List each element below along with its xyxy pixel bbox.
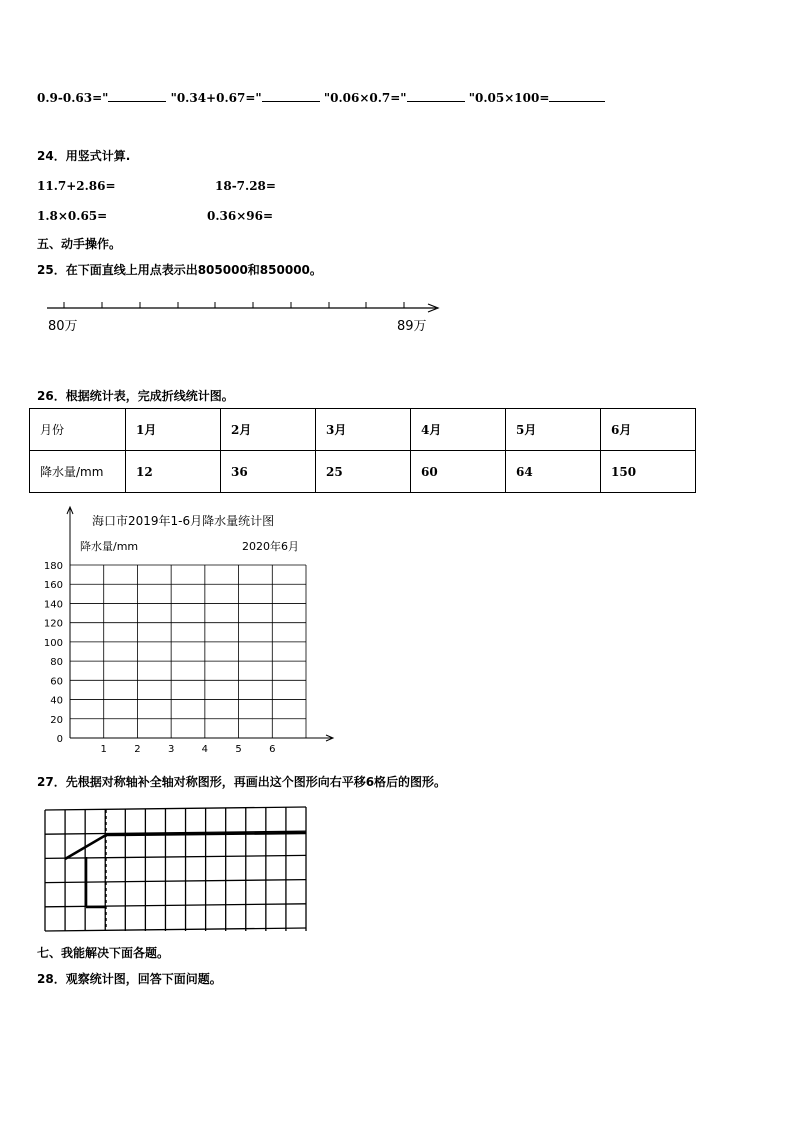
x-tick-label: 3 (167, 744, 175, 755)
q24-problem-3: 1.8×0.65= (37, 209, 108, 223)
x-tick-label: 6 (269, 744, 276, 755)
table-month-4: 4月 (411, 409, 506, 451)
y-tick-label: 180 (43, 561, 63, 572)
q24-problem-2: 18-7.28= (215, 179, 276, 193)
y-tick-label: 0 (56, 734, 63, 745)
sym-grid-line-h (45, 928, 306, 931)
table-value-6: 150 (601, 451, 696, 493)
table-header-month: 月份 (30, 409, 126, 451)
q25-title: 25．在下面直线上用点表示出805000和850000。 (37, 263, 322, 277)
section-7-title: 七、我能解决下面各题。 (37, 946, 170, 960)
y-tick-label: 40 (50, 695, 63, 707)
chart-date-note: 2020年6月 (242, 540, 299, 553)
x-tick-label: 5 (235, 744, 242, 755)
sym-grid-line-h (45, 807, 306, 810)
table-value-5: 64 (506, 451, 601, 493)
table-month-6: 6月 (601, 409, 696, 451)
y-tick-label: 140 (43, 599, 63, 611)
q28-title: 28．观察统计图，回答下面问题。 (37, 972, 222, 986)
table-value-2: 36 (221, 451, 316, 493)
x-tick-label: 2 (134, 744, 141, 755)
y-tick-label: 80 (50, 657, 63, 669)
q25-start-label: 80万 (48, 319, 78, 334)
table-month-1: 1月 (126, 409, 221, 451)
sym-grid-line-h (45, 855, 306, 858)
x-tick-label: 4 (201, 744, 209, 755)
section-5-title: 五、动手操作。 (37, 237, 122, 251)
q26-title: 26．根据统计表，完成折线统计图。 (37, 389, 234, 403)
q24-problem-1: 11.7+2.86= (37, 179, 116, 193)
table-value-3: 25 (316, 451, 411, 493)
table-month-2: 2月 (221, 409, 316, 451)
table-value-4: 60 (411, 451, 506, 493)
sym-grid-line-h (45, 880, 306, 883)
q23-expr-1: 0.9-0.63=" (37, 91, 109, 105)
q23-expr-4: "0.05×100= (468, 91, 550, 105)
y-tick-label: 160 (43, 580, 63, 592)
chart-title: 海口市2019年1-6月降水量统计图 (92, 514, 275, 528)
sym-grid-line-h (45, 904, 306, 907)
chart-ylabel: 降水量/mm (80, 540, 139, 553)
table-header-rainfall: 降水量/mm (30, 451, 126, 493)
q25-end-label: 89万 (397, 319, 427, 334)
table-value-1: 12 (126, 451, 221, 493)
y-tick-label: 120 (43, 618, 63, 630)
y-tick-label: 20 (50, 714, 63, 726)
x-tick-label: 1 (100, 744, 107, 755)
table-month-5: 5月 (506, 409, 601, 451)
q23-expr-2: "0.34+0.67=" (170, 91, 262, 105)
q24-problem-4: 0.36×96= (207, 209, 274, 223)
q27-title: 27．先根据对称轴补全轴对称图形，再画出这个图形向右平移6格后的图形。 (37, 775, 447, 789)
y-tick-label: 100 (43, 637, 63, 649)
y-tick-label: 60 (50, 676, 63, 688)
q24-title: 24．用竖式计算. (37, 149, 131, 163)
table-month-3: 3月 (316, 409, 411, 451)
q23-expr-3: "0.06×0.7=" (323, 91, 407, 105)
